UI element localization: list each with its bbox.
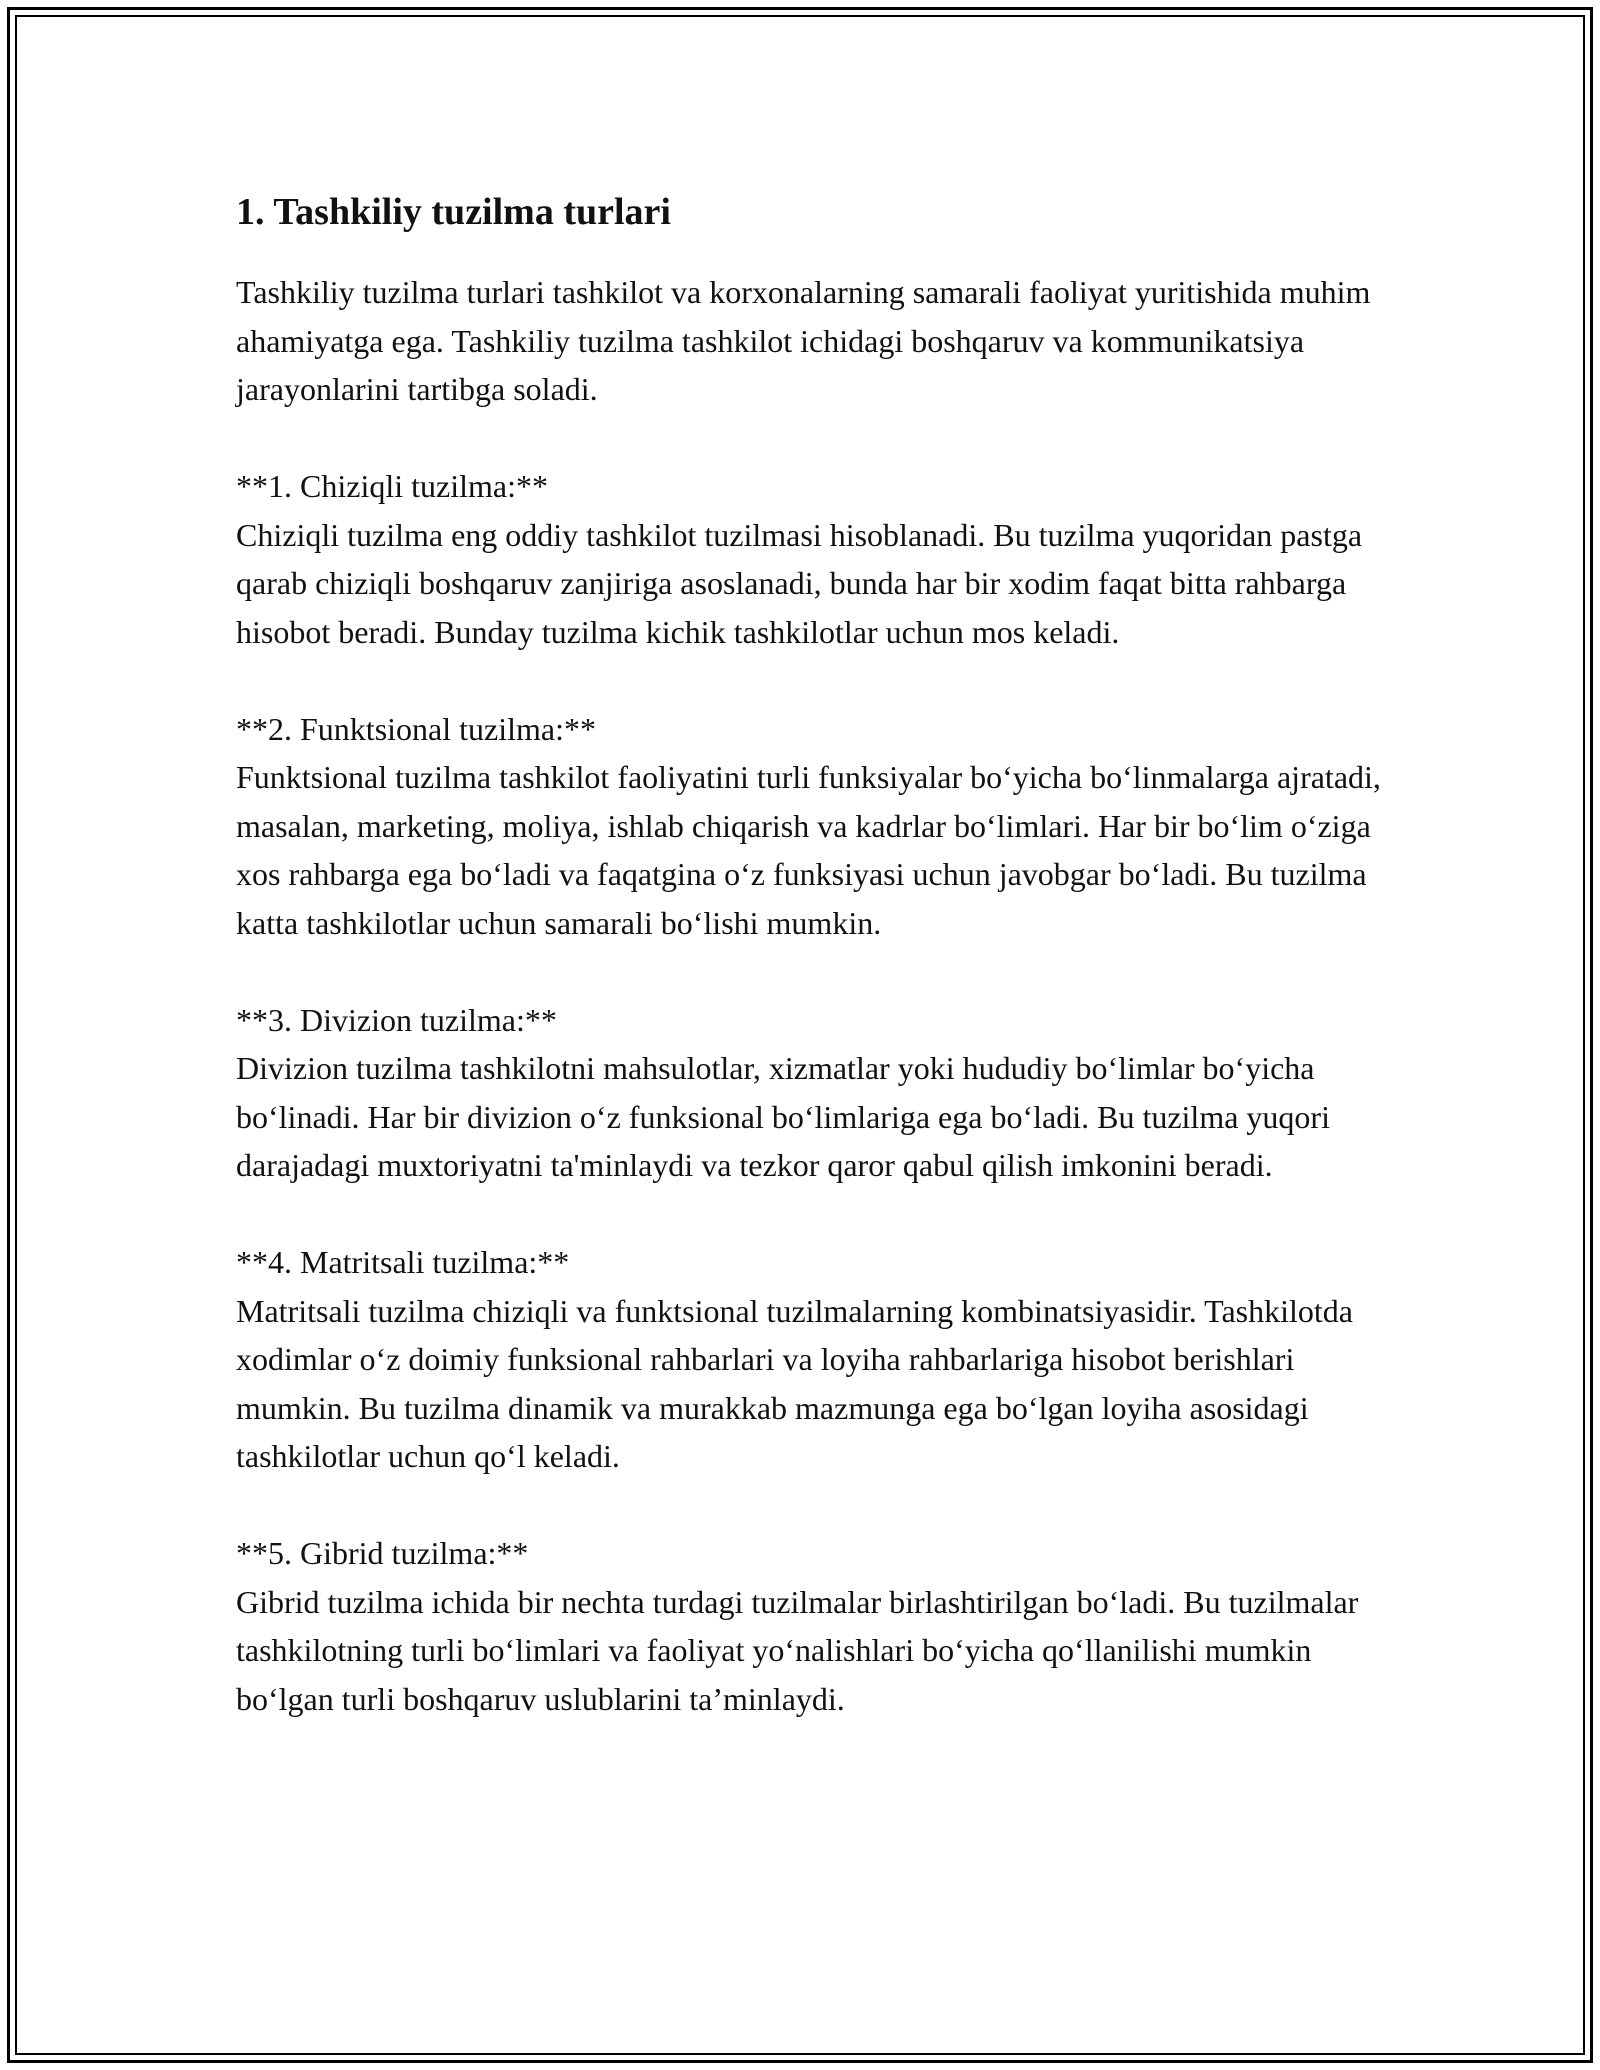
section-text: Funktsional tuzilma tashkilot faoliyatini turli funksiyalar boʻyicha boʻlinmalarga ajratadi, masalan, marketing, moliya, ishlab chiqarish va kadrlar boʻlimlari. Har bir boʻlim oʻziga xos rahbarga ega boʻladi va faqatgina oʻz funksiyasi uchun javobgar boʻladi. Bu tuzilma katta tashkilotlar uchun samarali boʻlishi mumkin. bbox=[236, 759, 1381, 941]
section-divizion bbox=[236, 996, 1386, 1190]
section-text: Divizion tuzilma tashkilotni mahsulotlar, xizmatlar yoki hududiy boʻlimlar boʻyicha boʻlinadi. Har bir divizion oʻz funksional boʻlimlariga ega boʻladi. Bu tuzilma yuqori darajadagi muxtoriyatni ta'minlaydi va tezkor qaror qabul qilish imkonini beradi. bbox=[236, 1050, 1330, 1183]
section-funktsional bbox=[236, 705, 1386, 948]
section-heading: **3. Divizion tuzilma:** bbox=[236, 1001, 557, 1038]
section-heading: **5. Gibrid tuzilma:** bbox=[236, 1535, 529, 1571]
section-gibrid bbox=[236, 1529, 1386, 1723]
section-matritsali bbox=[236, 1238, 1386, 1481]
document-title: 1. Tashkiliy tuzilma turlari bbox=[236, 191, 671, 233]
section-heading: **4. Matritsali tuzilma:** bbox=[236, 1244, 570, 1280]
section-text: Chiziqli tuzilma eng oddiy tashkilot tuzilmasi hisoblanadi. Bu tuzilma yuqoridan pastga qarab chiziqli boshqaruv zanjiriga asoslanadi, bunda har bir xodim faqat bitta rahbarga hisobot beradi. Bunday tuzilma kichik tashkilotlar uchun mos keladi. bbox=[236, 516, 1363, 650]
section-text: Gibrid tuzilma ichida bir nechta turdagi tuzilmalar birlashtirilgan boʻladi. Bu tuzilmalar tashkilotning turli boʻlimlari va faoliyat yoʻnalishlari boʻyicha qoʻllanilishi mumkin boʻlgan turli boshqaruv uslublarini ta’minlaydi. bbox=[236, 1583, 1359, 1717]
section-heading: **1. Chiziqli tuzilma:** bbox=[236, 468, 548, 504]
section-chiziqli bbox=[236, 462, 1386, 656]
intro-paragraph: Tashkiliy tuzilma turlari tashkilot va korxonalarning samarali faoliyat yuritishida muhim ahamiyatga ega. Tashkiliy tuzilma tashkilot ichidagi boshqaruv va kommunikatsiya jarayonlarini tartibga soladi. bbox=[236, 274, 1371, 407]
section-text: Matritsali tuzilma chiziqli va funktsional tuzilmalarning kombinatsiyasidir. Tashkilotda xodimlar oʻz doimiy funksional rahbarlari va loyiha rahbarlariga hisobot berishlari mumkin. Bu tuzilma dinamik va murakkab mazmunga ega boʻlgan loyiha asosidagi tashkilotlar uchun qoʻl keladi. bbox=[236, 1292, 1353, 1474]
section-heading: **2. Funktsional tuzilma:** bbox=[236, 710, 596, 747]
document-body bbox=[236, 186, 1386, 1723]
